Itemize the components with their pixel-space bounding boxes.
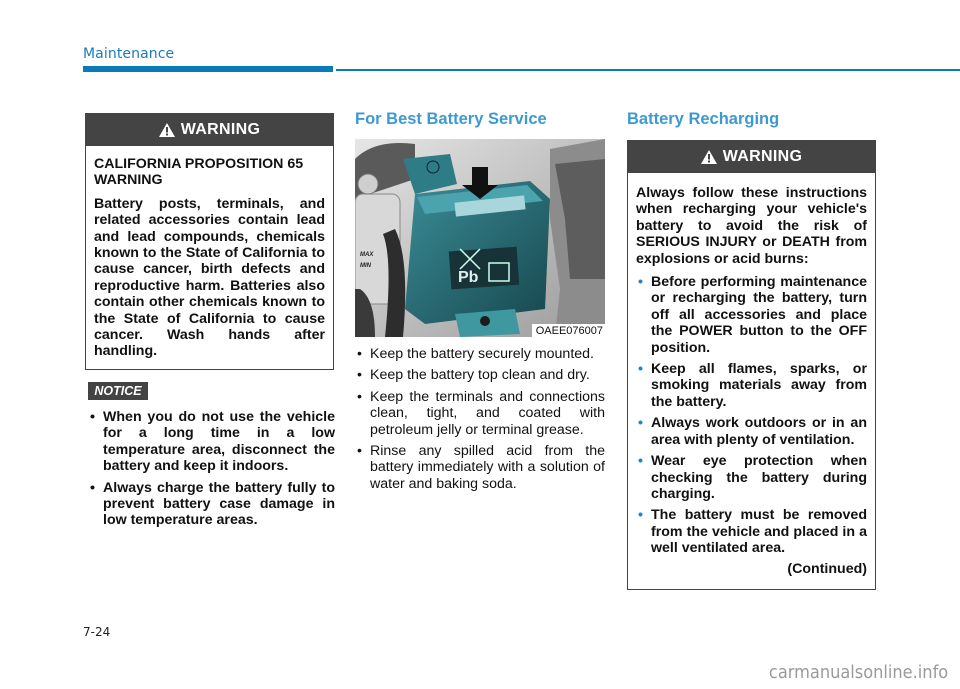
warning-triangle-icon <box>701 150 717 164</box>
battery-illustration <box>355 139 605 337</box>
warning-header <box>86 114 333 146</box>
battery-recharging-heading: Battery Recharging <box>627 110 780 128</box>
service-item: • Keep the battery top clean and dry. <box>355 367 605 383</box>
recharging-precautions-list <box>636 274 867 557</box>
section-title: Maintenance <box>83 46 175 62</box>
service-item: • Rinse any spilled acid from the battery immediately with a solution of water and baking soda. <box>355 443 605 492</box>
service-item: • Keep the battery securely mounted. <box>355 346 605 362</box>
recharging-warning-box <box>627 140 876 590</box>
photo-code: OAEE076007 <box>532 324 605 337</box>
header-rule-thin <box>336 69 960 71</box>
warning-title: CALIFORNIA PROPOSITION 65 WARNING <box>94 156 304 189</box>
notice-item: • When you do not use the vehicle for a long time in a low temperature area, disconnect the battery and keep it indoors. <box>88 409 335 475</box>
prop65-warning-box <box>85 113 334 370</box>
service-item: • Keep the terminals and connections clean, tight, and coated with petroleum jelly or terminal grease. <box>355 389 605 438</box>
warning-label: WARNING <box>722 148 803 165</box>
notice-item: • Always charge the battery fully to prevent battery case damage in low temperature areas. <box>88 480 335 529</box>
page-number: 7-24 <box>83 625 111 639</box>
precaution-item: • Keep all flames, sparks, or smoking materials away from the battery. <box>636 361 867 410</box>
svg-text:MAX: MAX <box>360 252 374 258</box>
warning-header <box>628 141 875 173</box>
best-battery-service-heading: For Best Battery Service <box>355 110 547 128</box>
svg-text:MIN: MIN <box>360 263 371 269</box>
precaution-item: • Wear eye protection when checking the battery during charging. <box>636 453 867 502</box>
precaution-item: • The battery must be removed from the vehicle and placed in a well ventilated area. <box>636 507 867 556</box>
watermark: carmanualsonline.info <box>768 662 948 683</box>
warning-label: WARNING <box>180 121 261 138</box>
precaution-item: • Always work outdoors or in an area with plenty of ventilation. <box>636 415 867 448</box>
warning-intro: Always follow these instructions when recharging your vehicle's battery to avoid the risk of SERIOUS INJURY or DEATH from explosions or acid burns: <box>636 185 867 267</box>
header-rule-thick <box>83 66 333 72</box>
svg-text:Pb: Pb <box>458 269 479 286</box>
warning-triangle-icon <box>159 123 175 137</box>
continued-label: (Continued) <box>787 560 867 577</box>
battery-photo <box>355 139 605 337</box>
battery-service-list <box>355 346 605 492</box>
notice-badge: NOTICE <box>88 382 148 400</box>
precaution-item: • Before performing maintenance or recharging the battery, turn off all accessories and place the POWER button to the OFF position. <box>636 274 867 356</box>
warning-body-text: Battery posts, terminals, and related accessories contain lead and lead compounds, chemicals known to the State of California to cause cancer, birth defects and reproductive harm. Batteries also contain other chemicals known to the State of California to cause cancer. Wash hands after handling. <box>94 195 325 360</box>
notice-list <box>88 409 335 529</box>
